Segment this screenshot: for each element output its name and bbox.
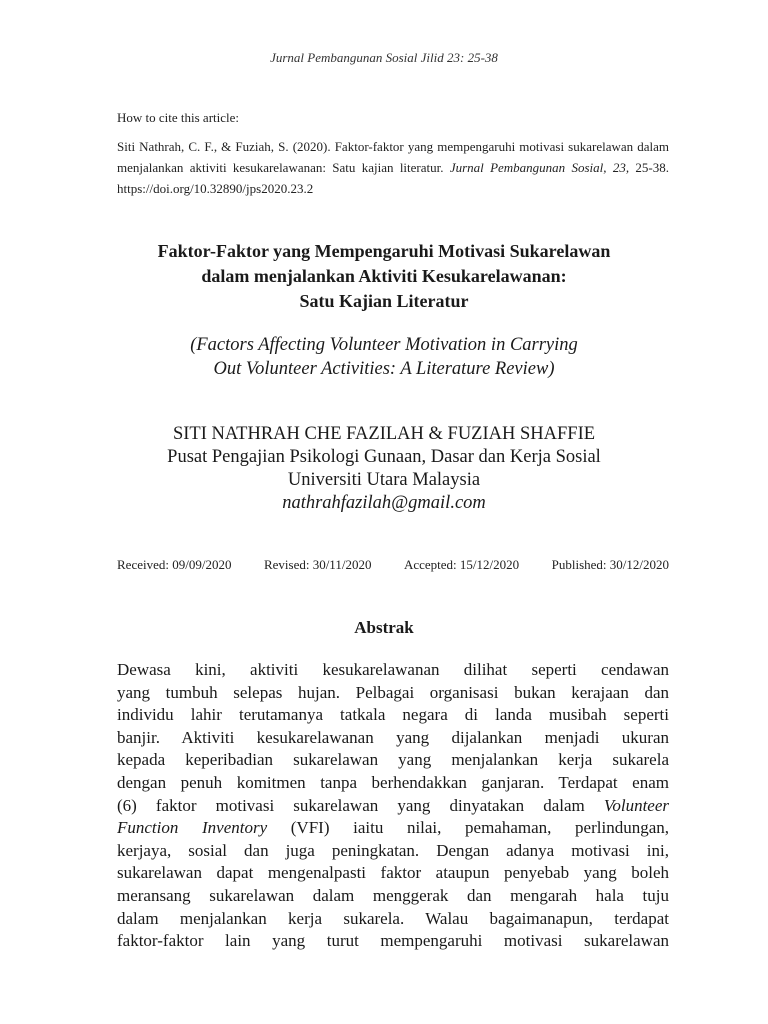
abstract-line: kepada keperibadian sukarelawan yang menjalankan kerja sukarela (117, 750, 669, 770)
abstract-line: dalam menjalankan kerja sukarela. Walau bagaimanapun, terdapat (117, 908, 669, 928)
abstract-line (117, 817, 669, 840)
citation-tail: 25-38. https://doi.org/10.32890/jps2020.23.2 (117, 160, 669, 196)
author-names: SITI NATHRAH CHE FAZILAH & FUZIAH SHAFFIE (172, 424, 596, 444)
abstract-line: meransang sukarelawan dalam menggerak dan mengarah hala tuju (117, 885, 669, 905)
citation-label: How to cite this article: (117, 110, 240, 125)
abstract-line: sukarelawan dapat mengenalpasti faktor ataupun penyebab yang boleh (117, 863, 669, 883)
abstract-line: individu lahir terutamanya tatkala negara di landa musibah seperti (117, 705, 669, 725)
abstract-text: (VFI) iaitu nilai, pemahaman, perlindungan, (267, 818, 669, 838)
date-received: Received: 09/09/2020 (117, 557, 232, 572)
citation-text (117, 136, 669, 199)
date-accepted: Accepted: 15/12/2020 (403, 557, 520, 572)
english-title-line-2: Out Volunteer Activities: A Literature Review) (213, 359, 555, 379)
abstract-italic-term: Function Inventory (117, 818, 268, 838)
title-line-2: dalam menjalankan Aktiviti Kesukarelawanan: (201, 266, 567, 286)
abstract-line (117, 795, 669, 818)
abstract-line: faktor-faktor lain yang turut mempengaruhi motivasi sukarelawan (117, 931, 669, 951)
citation-main: Siti Nathrah, C. F., & Fuziah, S. (2020). Faktor-faktor yang mempengaruhi motivasi sukarelawan dalam menjalankan aktiviti kesukarelawanan: Satu kajian literatur. (117, 139, 669, 175)
abstract-heading: Abstrak (354, 618, 414, 637)
abstract-body (117, 659, 669, 953)
journal-header: Jurnal Pembangunan Sosial Jilid 23: 25-38 (270, 50, 498, 65)
abstract-line: banjir. Aktiviti kesukarelawanan yang dijalankan menjadi ukuran (117, 727, 669, 747)
abstract-line: yang tumbuh selepas hujan. Pelbagai organisasi bukan kerajaan dan (117, 682, 669, 702)
abstract-line: Dewasa kini, aktiviti kesukarelawanan dilihat seperti cendawan (117, 660, 669, 679)
affiliation-line-2: Universiti Utara Malaysia (287, 470, 481, 490)
date-published: Published: 30/12/2020 (551, 557, 669, 572)
abstract-line: dengan penuh komitmen tanpa berhendakkan ganjaran. Terdapat enam (117, 772, 669, 792)
title-line-1: Faktor-Faktor yang Mempengaruhi Motivasi Sukarelawan (157, 241, 611, 261)
article-title (100, 239, 668, 314)
author-block (100, 423, 668, 515)
author-email[interactable]: nathrahfazilah@gmail.com (282, 493, 486, 513)
abstract-italic-term: Volunteer (603, 795, 669, 815)
citation-journal: Jurnal Pembangunan Sosial, 23, (449, 160, 630, 175)
title-line-3: Satu Kajian Literatur (299, 291, 469, 311)
english-title (100, 333, 668, 381)
date-revised: Revised: 30/11/2020 (263, 557, 372, 572)
english-title-line-1: (Factors Affecting Volunteer Motivation in Carrying (190, 335, 578, 355)
affiliation-line-1: Pusat Pengajian Psikologi Gunaan, Dasar dan Kerja Sosial (167, 447, 601, 467)
article-dates (117, 557, 669, 573)
abstract-line: kerjaya, sosial dan juga peningkatan. Dengan adanya motivasi ini, (117, 840, 669, 860)
abstract-text: (6) faktor motivasi sukarelawan yang dinyatakan dalam (117, 795, 604, 815)
